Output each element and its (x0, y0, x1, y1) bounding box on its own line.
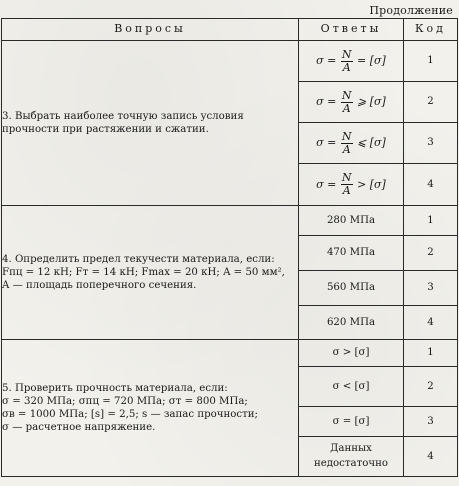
answer-option: σ > [σ] (299, 340, 404, 367)
question-4-row-1 (2, 206, 458, 236)
answer-option: σ = $\frac{N}{A}$ ⩽ [σ] (299, 123, 404, 164)
answer-code: 3 (404, 407, 458, 437)
question-line: σв = 1000 МПа; [s] = 2,5; s — запас прочности; (2, 409, 258, 420)
answer-option: σ = $\frac{N}{A}$ > [σ] (299, 164, 404, 206)
answer-code: 3 (404, 271, 458, 306)
question-3-text (2, 41, 299, 206)
answer-code: 4 (404, 306, 458, 340)
answer-option: 470 МПа (299, 236, 404, 271)
question-3-row-1 (2, 41, 458, 82)
questions-table (1, 18, 458, 477)
header-row (2, 19, 458, 41)
answer-option: 560 МПа (299, 271, 404, 306)
answer-code: 4 (404, 164, 458, 206)
question-line: σ = 320 МПа; σпц = 720 МПа; σт = 800 МПа; (2, 395, 248, 407)
answer-option: σ = [σ] (299, 407, 404, 437)
question-line: σ — расчетное напряжение. (2, 422, 156, 434)
question-line: 5. Проверить прочность материала, если: (2, 382, 228, 394)
answer-option: σ = $\frac{N}{A}$ ⩾ [σ] (299, 82, 404, 123)
answer-code: 1 (404, 340, 458, 367)
question-line: 4. Определить предел текучести материала, если: (2, 253, 275, 265)
answer-option: 280 МПа (299, 206, 404, 236)
answer-code: 2 (404, 236, 458, 271)
question-line: Fпц = 12 кН; Fт = 14 кН; Fmax = 20 кН; A = 50 мм², (2, 266, 285, 278)
answer-option: Данных недостаточно (299, 437, 404, 477)
question-5-row-1 (2, 340, 458, 367)
question-line: A — площадь поперечного сечения. (2, 280, 197, 292)
question-4-text (2, 206, 299, 340)
header-code: Код (404, 19, 458, 41)
answer-option: σ < [σ] (299, 367, 404, 407)
answer-option: 620 МПа (299, 306, 404, 340)
question-5-text (2, 340, 299, 477)
question-line: прочности при растяжении и сжатии. (2, 124, 209, 135)
answer-option: σ = $\frac{N}{A}$ = [σ] (299, 41, 404, 82)
header-answers: Ответы (299, 19, 404, 41)
answer-code: 1 (404, 206, 458, 236)
answer-code: 3 (404, 123, 458, 164)
question-line: 3. Выбрать наиболее точную запись условия (2, 110, 244, 122)
answer-code: 4 (404, 437, 458, 477)
header-questions: Вопросы (2, 19, 299, 41)
answer-code: 2 (404, 367, 458, 407)
answer-code: 1 (404, 41, 458, 82)
continuation-label: Продолжение (369, 4, 453, 17)
answer-code: 2 (404, 82, 458, 123)
